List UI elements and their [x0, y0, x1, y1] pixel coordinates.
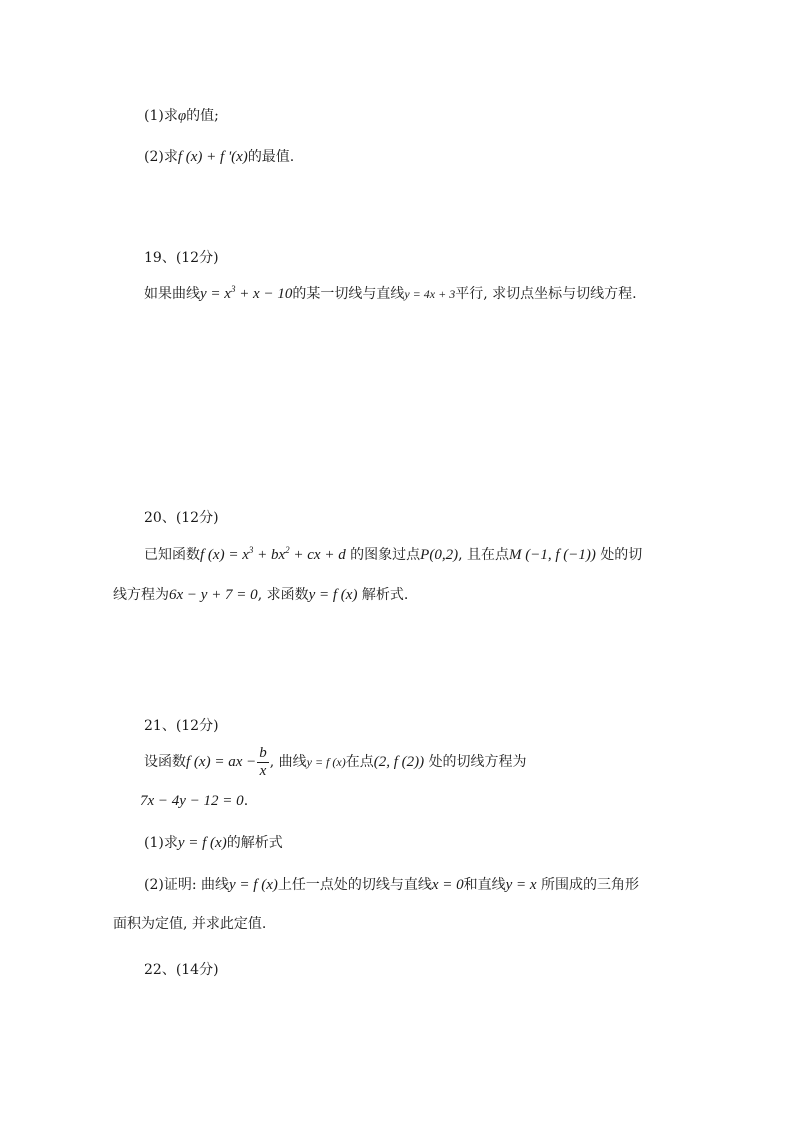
q21-text-line1	[144, 742, 527, 782]
q20-text-d: 处的切	[600, 547, 643, 563]
q18-part2-expr: f (x) + f '(x)	[177, 149, 248, 165]
q21-function: f (x) = ax −	[186, 754, 257, 770]
q20-text-c: , 且在点	[458, 547, 509, 563]
q21-fraction: $\frac{b}{x}$	[259, 744, 267, 779]
q21-curve: y = f (x)	[306, 755, 346, 769]
q21-part2-mid2: 和直线	[463, 877, 506, 893]
q21-part1-suffix: 的解析式	[226, 835, 283, 851]
q19-text	[144, 284, 637, 304]
q20-text-g: 解析式.	[361, 587, 409, 603]
q20-text-b: 的图象过点	[350, 547, 421, 563]
q21-text-a: 设函数	[144, 754, 186, 770]
q18-part1-var: φ	[177, 108, 187, 124]
q19-text-b: 的某一切线与直线	[292, 286, 405, 302]
q21-part2-suffix: 所围成的三角形	[541, 877, 640, 893]
q21-text-d: 处的切线方程为	[428, 754, 527, 770]
q20-text-e: 线方程为	[113, 587, 169, 603]
q21-header: 21、(12分)	[144, 718, 219, 734]
q20-func: y = f (x)	[308, 587, 358, 603]
q18-part1-suffix: 的值;	[186, 108, 219, 124]
q22-header: 22、(14分)	[144, 962, 219, 978]
q20-text-line1	[144, 545, 642, 565]
q19-line-eq: y = 4x + 3	[404, 287, 456, 301]
q20-text-f: , 求函数	[257, 587, 309, 603]
q20-tangent-eq: 6x − y + 7 = 0	[169, 587, 258, 603]
q20-point-m: M (−1, f (−1))	[508, 547, 596, 563]
q21-part2-mid1: 上任一点处的切线与直线	[277, 877, 432, 893]
q18-part2-prefix: (2)求	[144, 149, 178, 165]
q19-text-c: 平行, 求切点坐标与切线方程.	[455, 286, 637, 302]
q20-text-line2	[113, 585, 408, 605]
q18-part2-suffix: 的最值.	[247, 149, 295, 165]
q21-part2	[144, 875, 639, 895]
q21-tangent-eq: 7x − 4y − 12 = 0	[140, 793, 244, 809]
q19-text-a: 如果曲线	[144, 286, 200, 302]
q21-part1	[144, 833, 283, 853]
q21-part2-line2: y = x	[505, 877, 537, 893]
q19-curve: $y = x^3 + x - 10$	[200, 284, 293, 302]
q18-part1-prefix: (1)求	[144, 108, 178, 124]
q20-point-p: P(0,2)	[420, 547, 459, 563]
q18-part1	[144, 106, 219, 126]
q21-text-c: 在点	[345, 754, 374, 770]
q21-text-b: , 曲线	[269, 754, 307, 770]
q21-part2-line1: x = 0	[431, 877, 464, 893]
q21-tangent-line	[140, 791, 248, 811]
q21-point: (2, f (2))	[373, 754, 425, 770]
q21-tangent-end: .	[243, 793, 249, 809]
q21-part2-prefix: (2)证明: 曲线	[144, 877, 229, 893]
q21-part2-curve: y = f (x)	[229, 877, 278, 893]
q20-function: f $(x) = x^3 + bx^2$ + cx + d	[200, 545, 346, 563]
q21-part1-prefix: (1)求	[144, 835, 178, 851]
q21-part2-cont: 面积为定值, 并求此定值.	[113, 916, 267, 932]
q20-text-a: 已知函数	[144, 547, 200, 563]
q18-part2	[144, 147, 294, 167]
q21-part1-expr: y = f (x)	[177, 835, 227, 851]
q20-header: 20、(12分)	[144, 510, 219, 526]
q19-header: 19、(12分)	[144, 250, 219, 266]
